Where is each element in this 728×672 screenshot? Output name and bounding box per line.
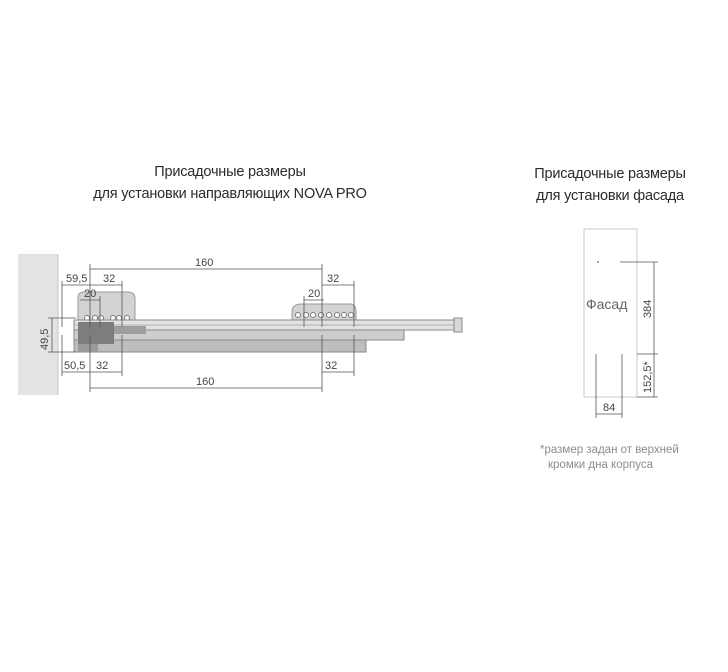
dim-bottom-50-5: 50,5 (64, 360, 86, 372)
facade-diagram (584, 229, 658, 418)
dim-top-right-32: 32 (327, 273, 340, 285)
footnote-line-1: *размер задан от верхней (540, 444, 679, 456)
middle-bracket (292, 304, 356, 322)
facade-panel (584, 229, 637, 397)
dim-top-59-5: 59,5 (66, 273, 88, 285)
dim-bottom-160: 160 (196, 376, 215, 388)
dim-top-left-32: 32 (103, 273, 116, 285)
dim-bottom-right-32: 32 (325, 360, 338, 372)
dim-facade-152-5: 152,5* (642, 361, 654, 393)
rail-diagram (18, 254, 462, 395)
dim-height-49-5: 49,5 (39, 328, 51, 350)
rail-rear-block (78, 322, 114, 344)
heading-facade-line-2: для установки фасада (536, 188, 684, 204)
heading-rail-line-2: для установки направляющих NOVA PRO (93, 186, 367, 202)
heading-rail-line-1: Присадочные размеры (154, 164, 306, 180)
dim-bottom-left-32: 32 (96, 360, 109, 372)
dim-facade-84: 84 (603, 402, 616, 414)
dim-facade-384: 384 (642, 299, 654, 318)
dim-top-right-20: 20 (308, 288, 321, 300)
footnote (540, 443, 679, 473)
facade-label: Фасад (586, 296, 628, 312)
dim-top-160: 160 (195, 257, 214, 269)
drawer-rail (74, 318, 462, 352)
footnote-line-2: кромки дна корпуса (548, 459, 653, 471)
heading-facade-line-1: Присадочные размеры (534, 166, 686, 182)
dim-top-left-20: 20 (84, 288, 97, 300)
